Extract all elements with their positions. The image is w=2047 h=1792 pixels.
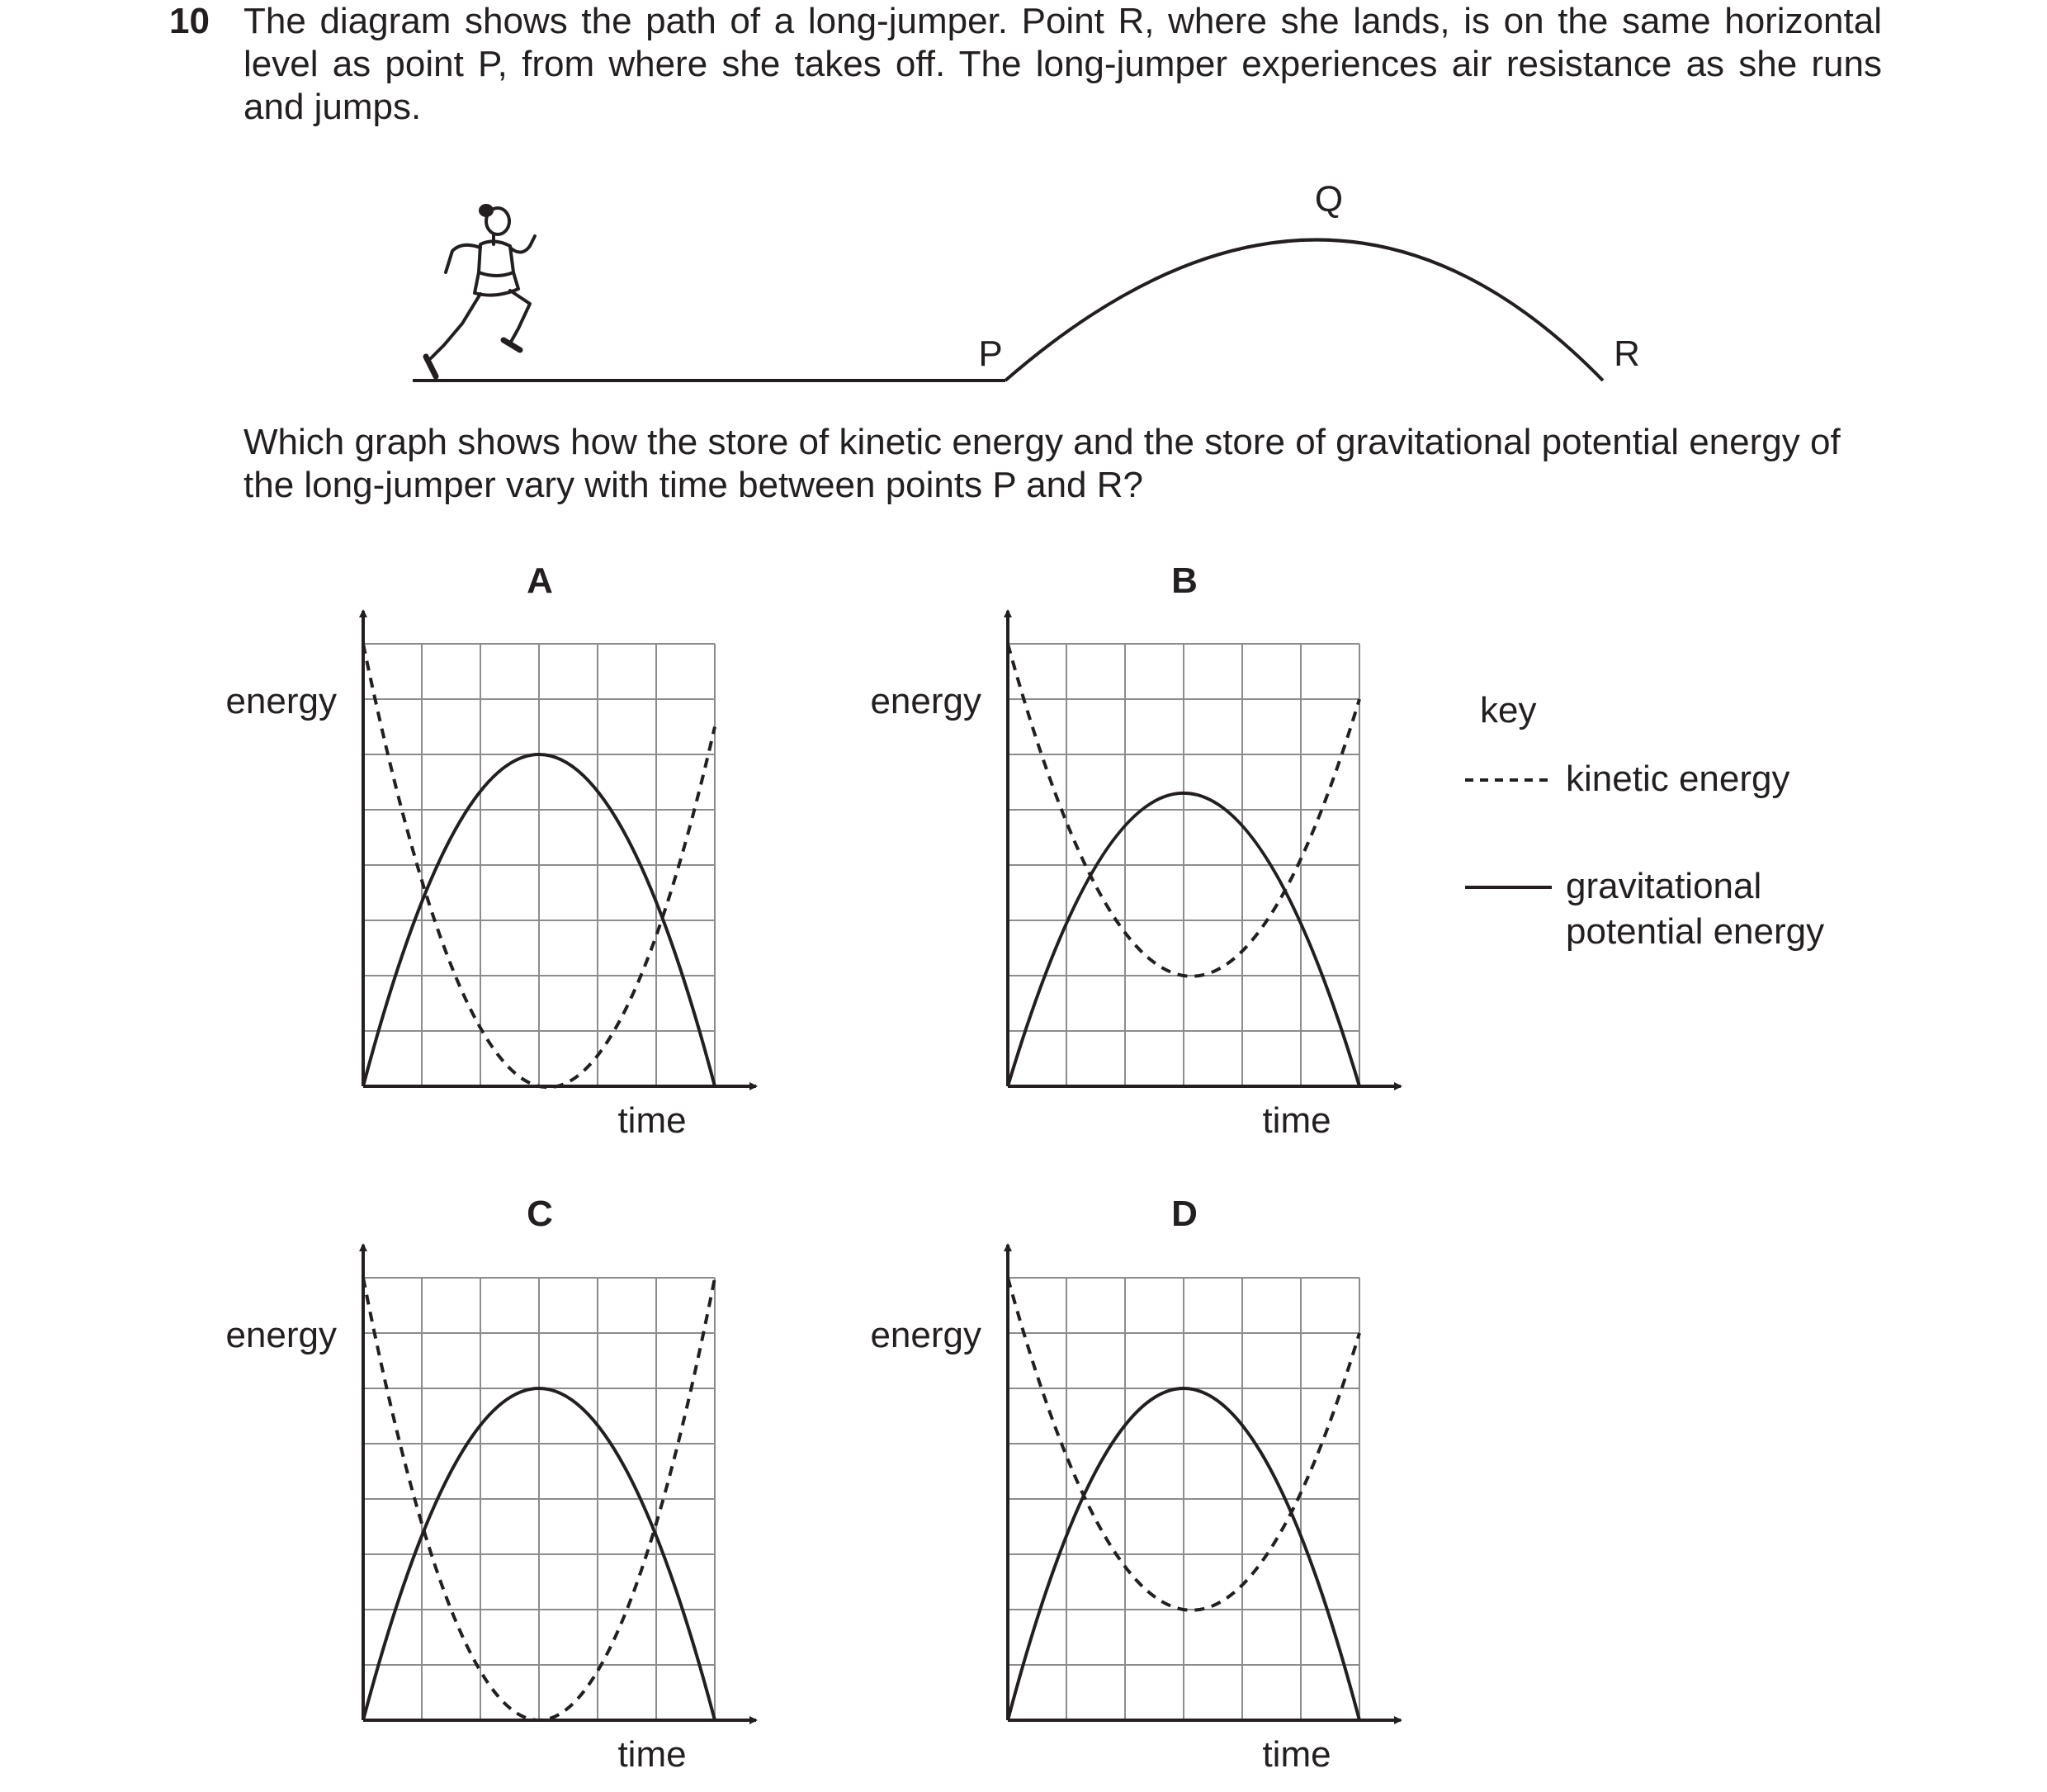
x-axis-label-b: time (1262, 1100, 1331, 1141)
chart-title-c: C (527, 1194, 553, 1234)
question-prompt: Which graph shows how the store of kinetic energy and the store of gravitational potential energy of the long-jumper vary with time between points P and R? (243, 422, 1841, 505)
running-woman-icon (426, 206, 535, 376)
y-axis-label-c: energy (225, 1315, 337, 1355)
question-number: 10 (169, 1, 210, 41)
legend-title: key (1480, 690, 1537, 731)
x-axis-label-a: time (617, 1100, 687, 1141)
legend-gpe-label-line1: gravitational (1566, 866, 1762, 906)
point-label-q: Q (1314, 179, 1344, 220)
chart-title-d: D (1171, 1194, 1198, 1234)
chart-c (363, 1245, 756, 1720)
x-axis-label-c: time (617, 1734, 687, 1775)
y-axis-label-b: energy (870, 681, 981, 721)
chart-b (1008, 611, 1401, 1086)
jump-trajectory-curve (1005, 240, 1603, 381)
chart-a (363, 611, 756, 1087)
y-axis-label-d: energy (870, 1315, 981, 1355)
chart-d (1008, 1245, 1401, 1720)
legend (1465, 690, 1824, 952)
chart-title-a: A (527, 560, 553, 601)
legend-kinetic-label: kinetic energy (1566, 759, 1790, 799)
x-axis-label-d: time (1262, 1734, 1331, 1775)
jump-path-diagram (413, 179, 1640, 381)
point-label-p: P (978, 333, 1003, 374)
point-label-r: R (1614, 333, 1640, 374)
legend-gpe-label-line2: potential energy (1566, 911, 1825, 952)
y-axis-label-a: energy (225, 681, 337, 721)
question-intro: The diagram shows the path of a long-jumper. Point R, where she lands, is on the same horizontal level as point P, from where she takes off. The long-jumper experiences air resistance as she runs and jumps. (243, 1, 1882, 127)
chart-title-b: B (1171, 560, 1198, 601)
